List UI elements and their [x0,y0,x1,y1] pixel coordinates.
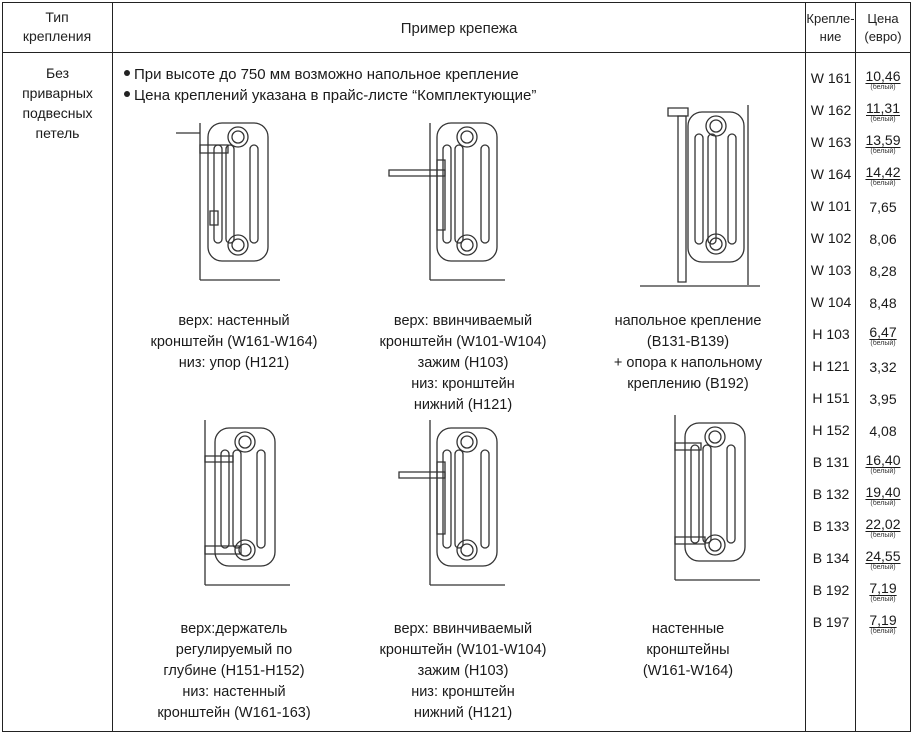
mount-type-line: подвесных [22,105,93,121]
caption-screw-bracket-2 [353,619,573,724]
price-color-note: (белый) [870,532,896,539]
caption-line: кронштейны [646,642,730,658]
header-mount-type-line1: Тип [45,9,69,25]
price-row-code: B 192 [812,582,850,598]
caption-floor-mount [578,311,798,395]
price-row-code: W 162 [810,102,852,118]
caption-line: верх:держатель [180,621,288,637]
caption-line: зажим (H103) [417,663,509,679]
bullet-icon [124,70,130,76]
caption-line: напольное крепление [614,313,762,329]
caption-line: настенные [651,621,725,637]
price-color-note: (белый) [870,628,896,635]
price-row-code: W 104 [810,294,852,310]
price-row-value [857,422,909,440]
price-row-value [857,133,909,155]
caption-line: креплению (B192) [627,376,749,392]
header-mount [806,10,855,46]
note-text: Цена креплений указана в прайс-листе “Комплектующие” [134,87,537,104]
caption-line: (W161-W164) [642,663,734,679]
price-row-value [857,262,909,280]
price-color-note: (белый) [870,148,896,155]
price-row-value [857,198,909,216]
price-color-note: (белый) [870,596,896,603]
caption-line: глубине (H151-H152) [163,663,305,679]
price-row-code: W 101 [810,198,852,214]
price-row-code: B 131 [812,454,850,470]
caption-wall-bracket [124,311,344,374]
caption-line: кронштейн (W101-W104) [379,642,547,658]
price-amount: 8,06 [869,231,897,247]
caption-line: зажим (H103) [417,355,509,371]
price-color-note: (белый) [870,340,896,347]
price-amount: 8,28 [869,263,897,279]
price-row-value [857,325,909,347]
caption-line: верх: ввинчиваемый [393,621,533,637]
price-row-value [857,230,909,248]
caption-line: кронштейн (W161-W164) [150,334,318,350]
price-amount: 14,42 [865,164,901,180]
price-amount: 19,40 [865,484,901,500]
caption-line: низ: кронштейн [411,684,515,700]
price-amount: 3,32 [869,359,897,375]
price-row-code: W 164 [810,166,852,182]
caption-line: нижний (H121) [413,397,513,413]
price-row-code: W 163 [810,134,852,150]
header-example-label: Пример крепежа [400,20,518,37]
price-amount: 6,47 [869,324,897,340]
price-color-note: (белый) [870,180,896,187]
price-amount: 22,02 [865,516,901,532]
caption-line: нижний (H121) [413,705,513,721]
price-row-value [857,453,909,475]
mount-type-line: петель [35,125,80,141]
table-left-border [2,2,3,732]
bullet-icon [124,91,130,97]
price-row-value [857,294,909,312]
price-row-value [857,165,909,187]
column-divider-1 [112,2,113,732]
price-amount: 7,65 [869,199,897,215]
price-row-code: H 103 [812,326,850,342]
price-row-code: W 102 [810,230,852,246]
price-row-value [857,485,909,507]
price-row-code: H 151 [812,390,850,406]
caption-line: низ: упор (H121) [178,355,290,371]
radiator-floor-mount-drawing [640,100,760,295]
price-row-value [857,549,909,571]
caption-screw-bracket [353,311,573,416]
radiator-wall-bracket-drawing [170,115,280,285]
price-color-note: (белый) [870,468,896,475]
price-amount: 10,46 [865,68,901,84]
caption-line: низ: настенный [182,684,286,700]
header-example [113,19,805,38]
mount-type-line: Без [45,65,70,81]
price-row-value [857,581,909,603]
radiator-depth-holder-drawing [180,420,290,590]
price-row-code: H 152 [812,422,850,438]
price-amount: 16,40 [865,452,901,468]
price-amount: 24,55 [865,548,901,564]
price-amount: 3,95 [869,391,897,407]
price-amount: 8,48 [869,295,897,311]
price-row-code: B 197 [812,614,850,630]
price-row-value [857,101,909,123]
price-row-code: B 133 [812,518,850,534]
radiator-screw-bracket-drawing [385,115,505,285]
header-mount-line2: ние [819,29,842,44]
price-amount: 7,19 [869,612,897,628]
price-row-value [857,613,909,635]
mount-type-text [10,63,105,143]
price-color-note: (белый) [870,500,896,507]
mount-type-line: приварных [22,85,93,101]
price-amount: 11,31 [866,100,900,116]
price-row-value [857,390,909,408]
caption-line: кронштейн (W161-163) [157,705,311,721]
note-floor-mount [124,65,519,85]
note-text: При высоте до 750 мм возможно напольное крепление [134,66,519,83]
note-price-list [124,86,536,106]
caption-wall-brackets [578,619,798,682]
price-amount: 7,19 [869,580,897,596]
caption-line: кронштейн (W101-W104) [379,334,547,350]
price-row-value [857,358,909,376]
price-color-note: (белый) [870,564,896,571]
caption-line: регулируемый по [175,642,293,658]
price-row-code: B 134 [812,550,850,566]
price-row-code: W 103 [810,262,852,278]
price-row-code: H 121 [812,358,850,374]
radiator-wall-brackets-drawing [650,415,760,585]
price-row-code: B 132 [812,486,850,502]
header-price [856,10,910,46]
caption-depth-holder [124,619,344,724]
price-row-code: W 161 [810,70,852,86]
header-mount-line1: Крепле- [806,11,855,26]
price-row-value [857,517,909,539]
header-price-line1: Цена [867,11,899,26]
header-bottom-border [2,52,911,53]
caption-line: верх: ввинчиваемый [393,313,533,329]
price-amount: 4,08 [869,423,897,439]
header-price-line2: (евро) [864,29,902,44]
table-right-border [910,2,911,732]
header-mount-type [3,8,111,46]
price-color-note: (белый) [870,116,896,123]
table-bottom-border [2,731,911,732]
radiator-screw-bracket-drawing-2 [385,420,505,590]
caption-line: верх: настенный [178,313,290,329]
caption-line: (B131-B139) [646,334,730,350]
caption-line: низ: кронштейн [411,376,515,392]
header-mount-type-line2: крепления [22,28,92,44]
price-amount: 13,59 [865,132,901,148]
price-color-note: (белый) [870,84,896,91]
price-row-value [857,69,909,91]
table-top-border [2,2,911,3]
caption-line: + опора к напольному [613,355,763,371]
